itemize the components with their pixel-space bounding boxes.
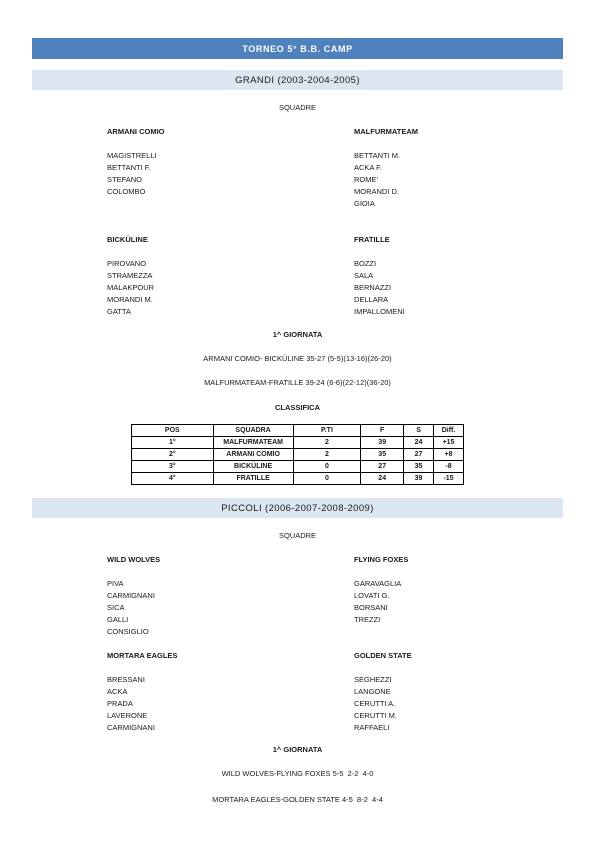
table-cell: FRATILLE [213,473,293,485]
team-player: BOZZI [354,259,377,268]
team-player: CERUTTI A. [354,699,396,708]
column-header: Diff. [434,425,464,437]
team-player: CERUTTI M. [354,711,397,720]
team-player: SICA [107,603,125,612]
grandi-match-result: MALFURMATEAM-FRATILLE 39-24 (6-6)(22-12)(36-20) [204,378,391,387]
grandi-match-result: ARMANI COMIO- BICKÜLINE 35-27 (5-5)(13-16)(26-20) [203,354,392,363]
table-cell: MALFURMATEAM [213,437,293,449]
team-player: MORANDI M. [107,295,153,304]
grandi-section-title: GRANDI (2003-2004-2005) [235,74,360,86]
column-header: P.TI [293,425,361,437]
team-player: STEFANO [107,175,143,184]
team-player: BETTANTI F. [107,163,151,172]
column-header: SQUADRA [213,425,293,437]
table-cell: 35 [404,461,434,473]
team-player: PRADA [107,699,133,708]
table-row [132,437,464,449]
team-player: SALA [354,271,374,280]
table-cell: 0 [293,461,361,473]
table-cell: BICKÜLINE [213,461,293,473]
table-cell: 24 [361,473,404,485]
table-cell: 27 [361,461,404,473]
table-cell: 1° [132,437,214,449]
standings-header-row [132,425,464,437]
team-player: CARMIGNANI [107,723,155,732]
table-cell: -8 [434,461,464,473]
table-cell: 3° [132,461,214,473]
team-player: LAVERONE [107,711,148,720]
table-cell: ARMANI COMIO [213,449,293,461]
team-player: BORSANI [354,603,388,612]
grandi-giornata-label: 1^ GIORNATA [272,330,323,339]
table-cell: +15 [434,437,464,449]
table-row [132,473,464,485]
team-name: GOLDEN STATE [354,651,412,660]
grandi-section-banner [32,70,563,90]
piccoli-match-result: WILD WOLVES-FLYING FOXES 5-5 2-2 4-0 [221,769,374,778]
grandi-team-card [107,126,307,198]
table-row [132,449,464,461]
table-row [132,461,464,473]
tournament-title: TORNEO 5° B.B. CAMP [242,43,353,54]
piccoli-team-card [107,650,307,734]
team-name: MORTARA EAGLES [107,651,178,660]
team-player: SEGHEZZI [354,675,392,684]
team-player: RAFFAELI [354,723,390,732]
team-player: BETTANTI M. [354,151,401,160]
team-player: LOVATI G. [354,591,390,600]
team-player: GIOIA [354,199,375,208]
team-player: IMPALLOMENI [354,307,405,316]
standings-table [131,424,464,485]
team-player: COLOMBO [107,187,146,196]
table-cell: -15 [434,473,464,485]
grandi-team-card [354,126,554,210]
team-player: PIVA [107,579,124,588]
team-player: MALAKPOUR [107,283,155,292]
grandi-team-card [354,234,554,318]
team-player: MORANDI D. [354,187,399,196]
team-name: FRATILLE [354,235,390,244]
team-name: FLYING FOXES [354,555,409,564]
team-player: DELLARA [354,295,389,304]
table-cell: 39 [404,473,434,485]
table-cell: 24 [404,437,434,449]
team-player: CARMIGNANI [107,591,155,600]
piccoli-section-banner [32,498,563,518]
team-player: MAGISTRELLI [107,151,157,160]
piccoli-team-card [354,554,554,626]
team-name: WILD WOLVES [107,555,161,564]
team-player: GATTA [107,307,131,316]
team-player: ACKA F. [354,163,382,172]
piccoli-match-result: MORTARA EAGLES-GOLDEN STATE 4-5 8-2 4-4 [212,795,383,804]
team-player: BRESSANI [107,675,145,684]
team-player: PIROVANO [107,259,147,268]
team-player: GARAVAGLIA [354,579,402,588]
piccoli-section-title: PICCOLI (2006-2007-2008-2009) [221,502,374,514]
table-cell: +8 [434,449,464,461]
table-cell: 2 [293,449,361,461]
team-player: LANGONE [354,687,391,696]
column-header: F [361,425,404,437]
team-player: ROME’ [354,175,379,184]
tournament-title-banner [32,38,563,59]
column-header: POS [132,425,214,437]
table-cell: 0 [293,473,361,485]
team-name: BICKÜLINE [107,235,148,244]
team-player: CONSIGLIO [107,627,149,636]
table-cell: 2° [132,449,214,461]
table-cell: 2 [293,437,361,449]
grandi-squadre-label: SQUADRE [278,103,317,112]
piccoli-team-card [107,554,307,638]
table-cell: 4° [132,473,214,485]
grandi-classifica-label: CLASSIFICA [275,403,320,412]
table-cell: 35 [361,449,404,461]
team-player: STRAMEZZA [107,271,153,280]
piccoli-giornata-label: 1^ GIORNATA [272,745,323,754]
grandi-team-card [107,234,307,318]
column-header: S [404,425,434,437]
piccoli-team-card [354,650,554,734]
team-name: ARMANI COMIO [107,127,165,136]
table-cell: 39 [361,437,404,449]
team-player: ACKA [107,687,128,696]
team-name: MALFURMATEAM [354,127,419,136]
team-player: TREZZI [354,615,381,624]
team-player: GALLI [107,615,129,624]
piccoli-squadre-label: SQUADRE [278,531,317,540]
team-player: BERNAZZI [354,283,392,292]
table-cell: 27 [404,449,434,461]
